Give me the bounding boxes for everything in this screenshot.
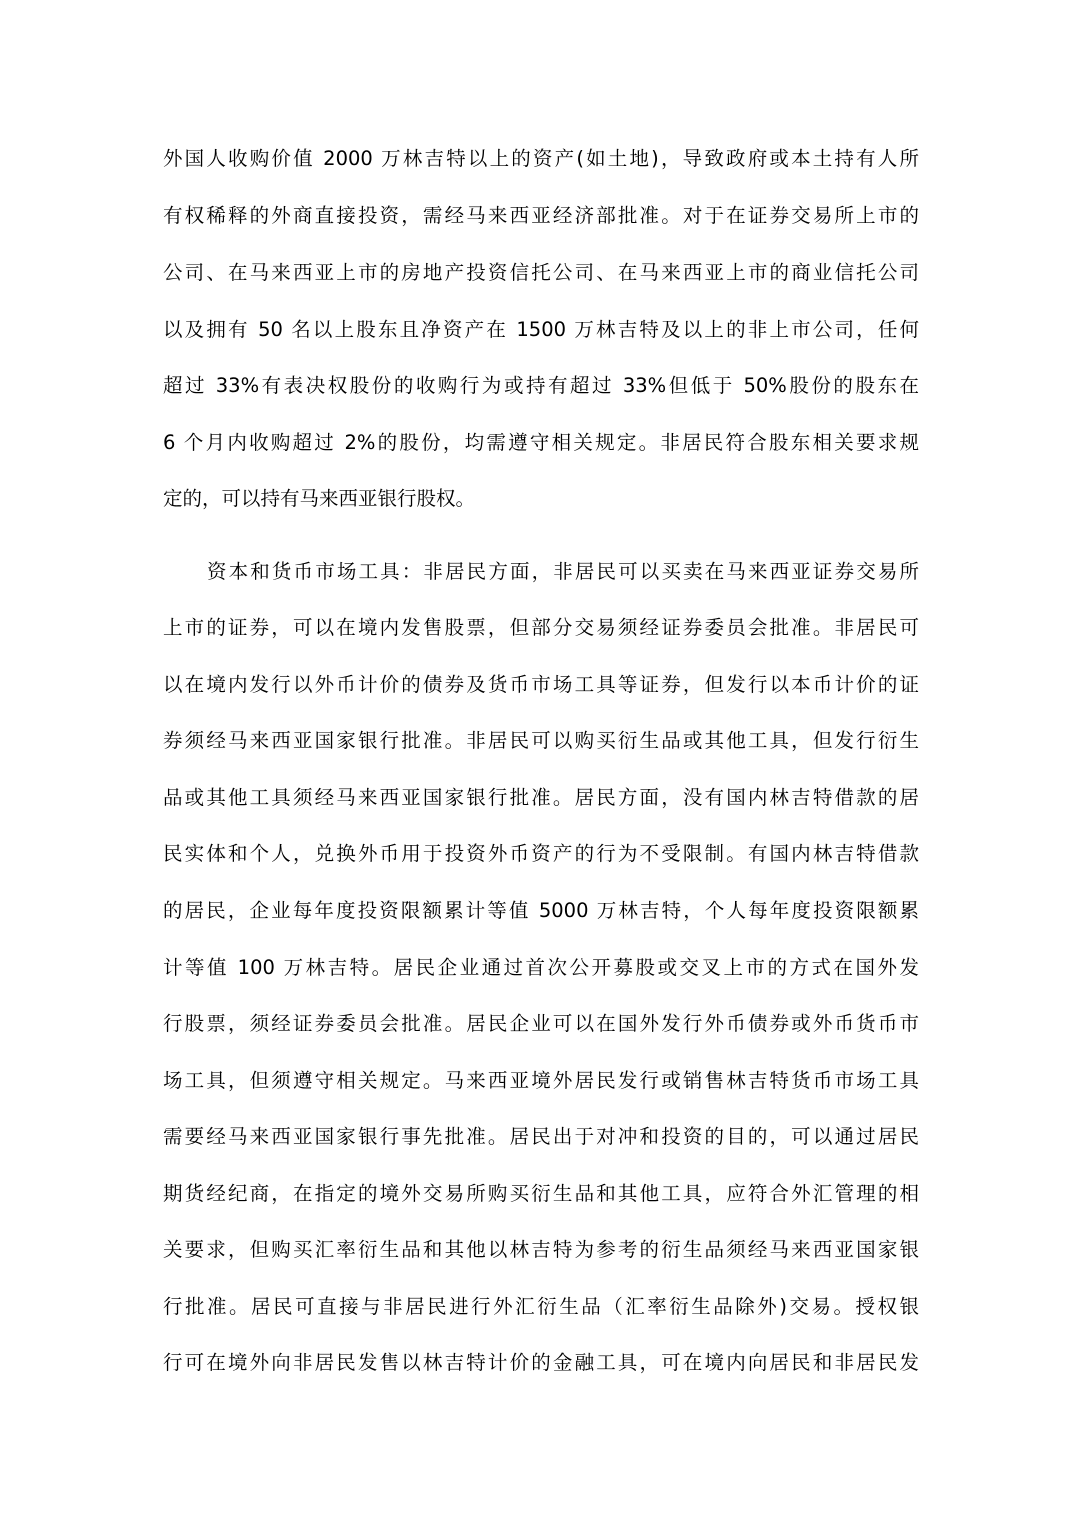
- text-line: 民实体和个人，兑换外币用于投资外币资产的行为不受限制。有国内林吉特借款: [163, 842, 919, 865]
- text-line: 超过 33%有表决权股份的收购行为或持有超过 33%但低于 50%股份的股东在: [163, 374, 919, 397]
- text-line: 计等值 100 万林吉特。居民企业通过首次公开募股或交叉上市的方式在国外发: [163, 956, 919, 979]
- text-line: 以在境内发行以外币计价的债券及货币市场工具等证券，但发行以本币计价的证: [163, 673, 919, 696]
- text-line: 公司、在马来西亚上市的房地产投资信托公司、在马来西亚上市的商业信托公司: [163, 261, 919, 284]
- text-line: 有权稀释的外商直接投资，需经马来西亚经济部批准。对于在证券交易所上市的: [163, 204, 919, 227]
- text-line: 定的，可以持有马来西亚银行股权。: [163, 487, 476, 510]
- text-line: 外国人收购价值 2000 万林吉特以上的资产(如土地)，导致政府或本土持有人所: [163, 147, 919, 170]
- text-line: 品或其他工具须经马来西亚国家银行批准。居民方面，没有国内林吉特借款的居: [163, 786, 919, 809]
- text-line: 行批准。居民可直接与非居民进行外汇衍生品（汇率衍生品除外)交易。授权银: [163, 1295, 919, 1318]
- text-line: 期货经纪商，在指定的境外交易所购买衍生品和其他工具，应符合外汇管理的相: [163, 1182, 919, 1205]
- text-line: 关要求，但购买汇率衍生品和其他以林吉特为参考的衍生品须经马来西亚国家银: [163, 1238, 919, 1261]
- text-line: 行股票，须经证券委员会批准。居民企业可以在国外发行外币债券或外币货币市: [163, 1012, 919, 1035]
- text-line: 上市的证券，可以在境内发售股票，但部分交易须经证券委员会批准。非居民可: [163, 616, 919, 639]
- text-line: 资本和货币市场工具：非居民方面，非居民可以买卖在马来西亚证券交易所: [207, 560, 919, 583]
- text-line: 以及拥有 50 名以上股东且净资产在 1500 万林吉特及以上的非上市公司，任何: [163, 318, 919, 341]
- text-line: 需要经马来西亚国家银行事先批准。居民出于对冲和投资的目的，可以通过居民: [163, 1125, 919, 1148]
- text-line: [163, 1400, 919, 1440]
- text-line: 6 个月内收购超过 2%的股份，均需遵守相关规定。非居民符合股东相关要求规: [163, 431, 919, 454]
- text-line: 场工具，但须遵守相关规定。马来西亚境外居民发行或销售林吉特货币市场工具: [163, 1069, 919, 1092]
- text-line: 的居民，企业每年度投资限额累计等值 5000 万林吉特，个人每年度投资限额累: [163, 899, 919, 922]
- text-line: 券须经马来西亚国家银行批准。非居民可以购买衍生品或其他工具，但发行衍生: [163, 729, 919, 752]
- text-line: 行可在境外向非居民发售以林吉特计价的金融工具，可在境内向居民和非居民发: [163, 1351, 919, 1374]
